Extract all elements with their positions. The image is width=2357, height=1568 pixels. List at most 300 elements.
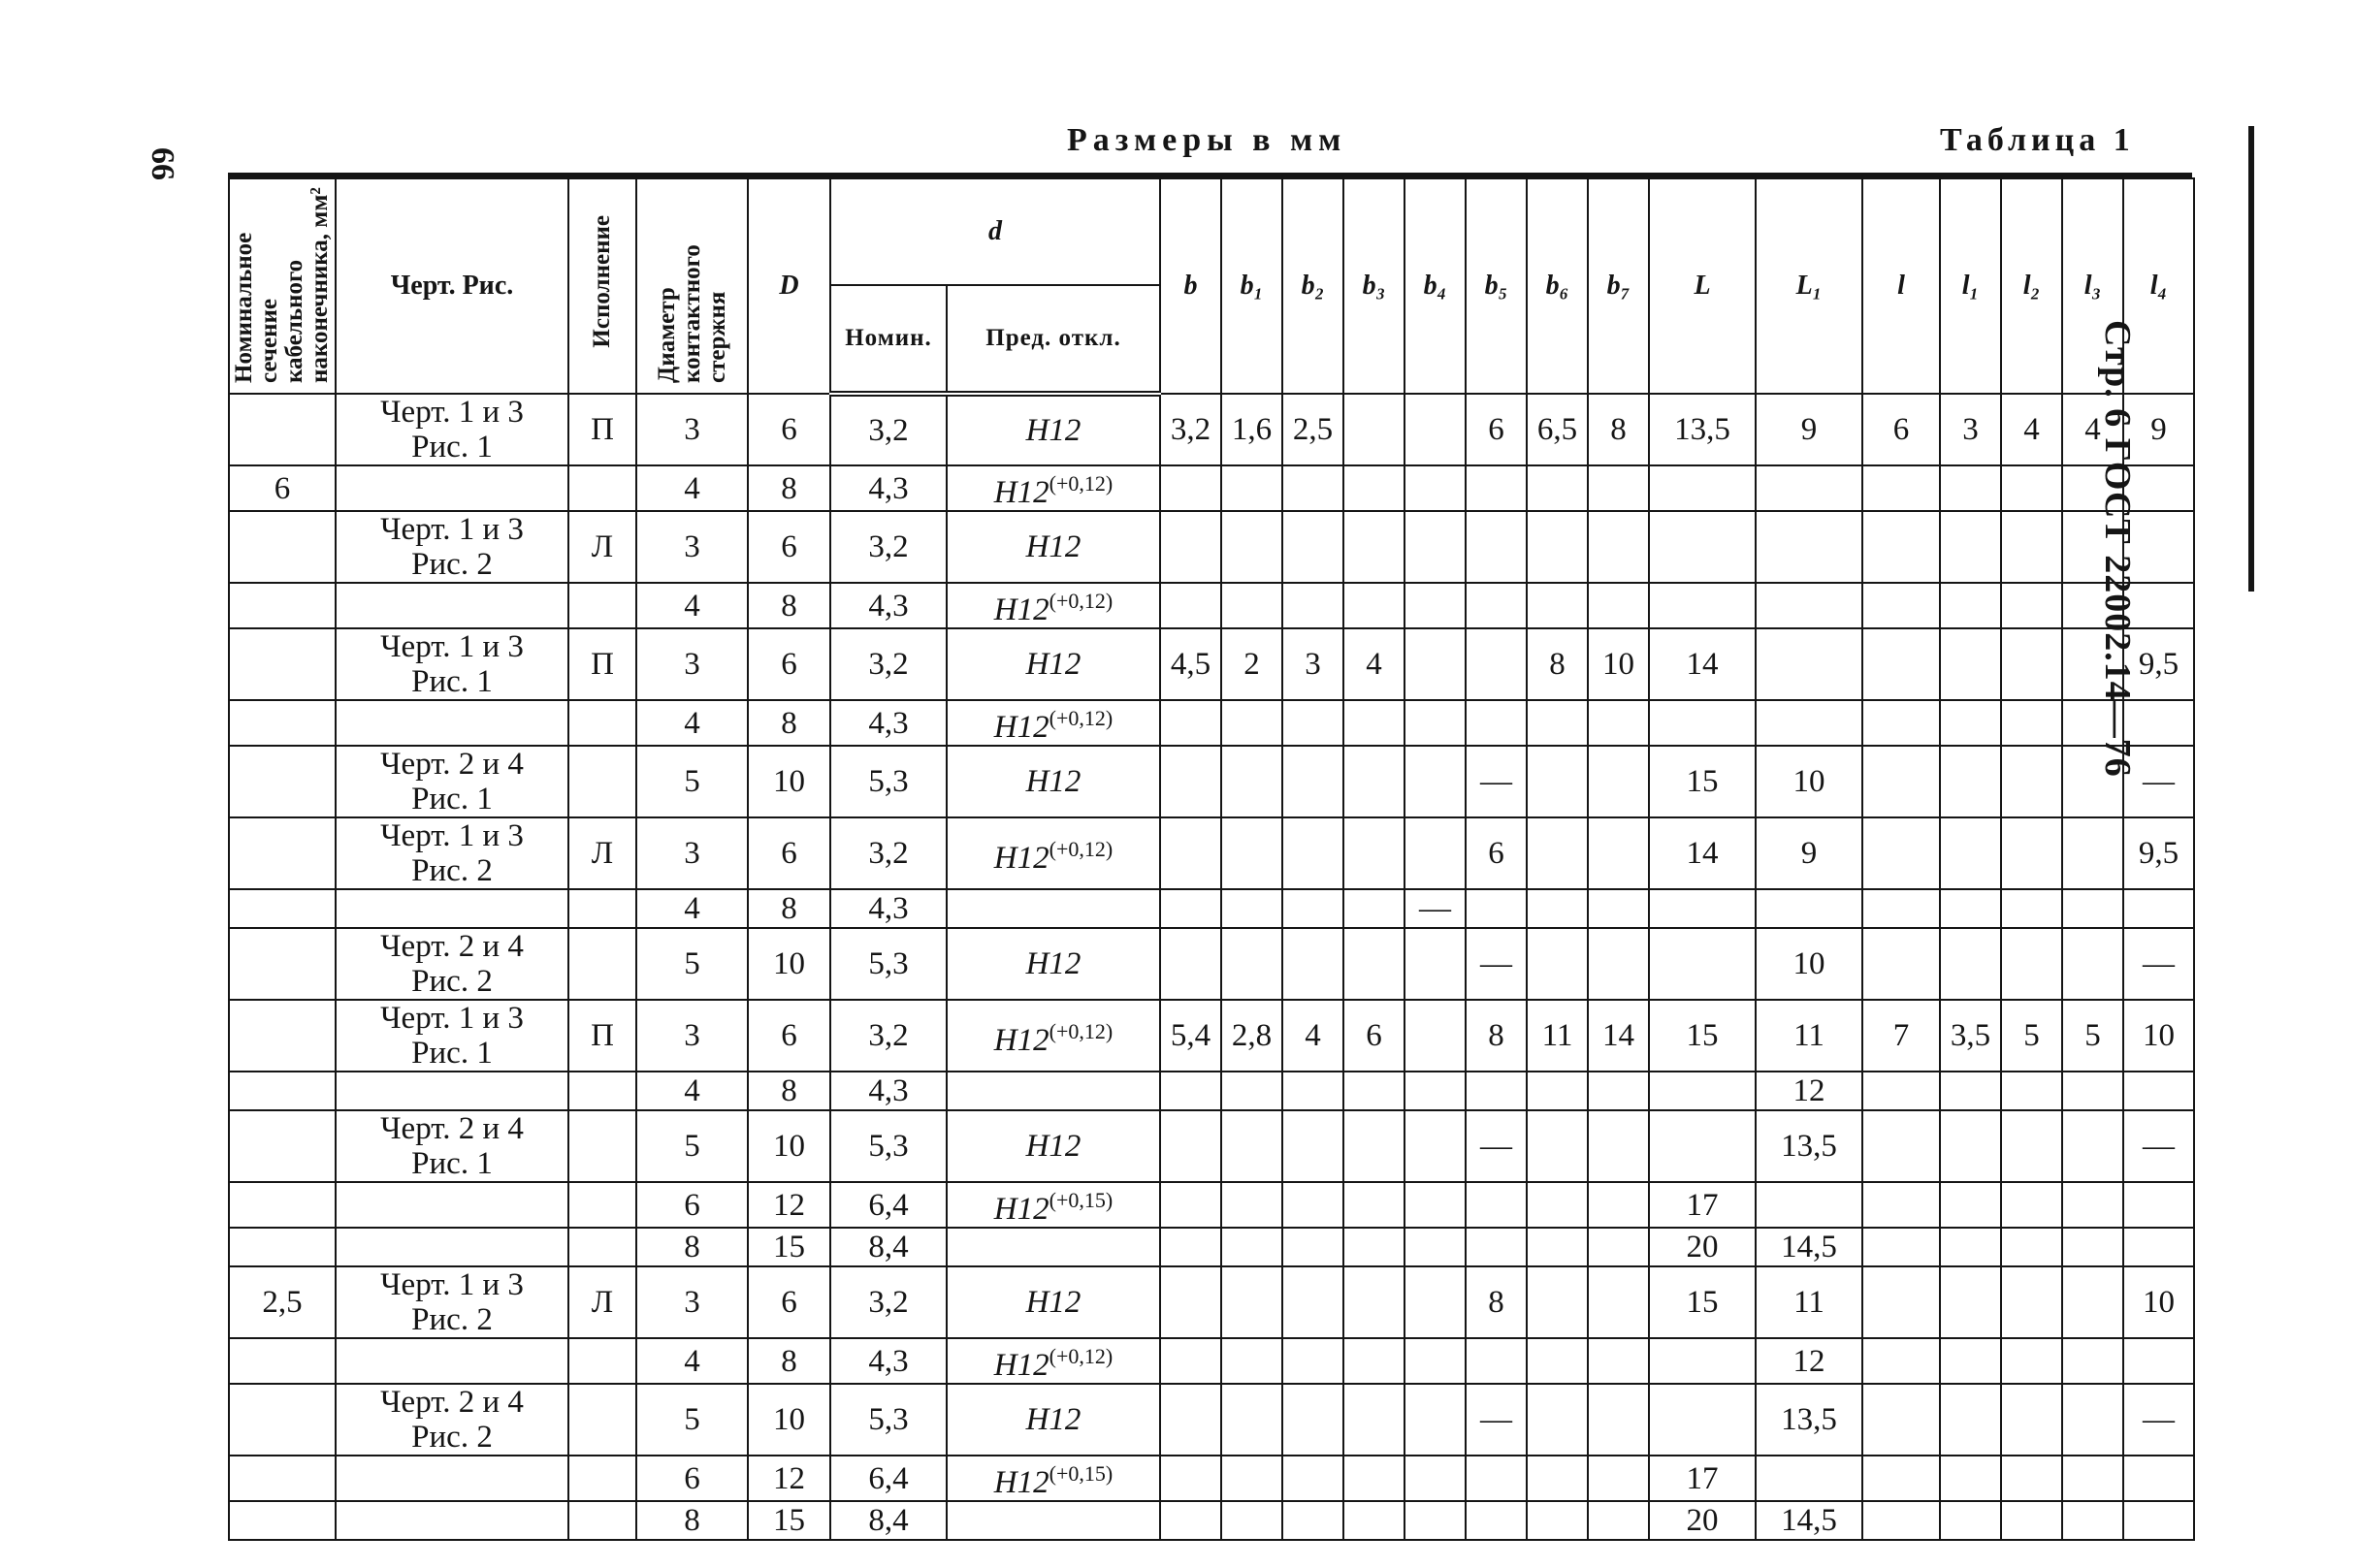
cell-d: 4,3	[830, 583, 947, 628]
cell-l4: —	[2123, 928, 2194, 1000]
cell-exec	[568, 1182, 636, 1228]
tolerance-superscript: (+0,12)	[1049, 589, 1114, 613]
cell-b7	[1588, 511, 1649, 583]
cell-D: 10	[748, 1110, 830, 1182]
cell-drawing: Черт. 2 и 4 Рис. 1	[336, 746, 568, 817]
cell-b1: 2,8	[1221, 1000, 1282, 1072]
cell-l2	[2001, 1266, 2062, 1338]
table-row	[229, 1266, 2194, 1338]
cell-b2	[1282, 1456, 1343, 1501]
cell-drawing: Черт. 1 и 3 Рис. 1	[336, 394, 568, 465]
table-row	[229, 889, 2194, 928]
cell-tol	[947, 928, 1160, 1000]
cell-D: 6	[748, 817, 830, 889]
cell-rod: 5	[636, 928, 748, 1000]
cell-section	[229, 628, 336, 700]
cell-exec	[568, 1072, 636, 1110]
cell-d: 3,2	[830, 1266, 947, 1338]
cell-L	[1649, 583, 1756, 628]
cell-b1	[1221, 1384, 1282, 1456]
cell-l2: 4	[2001, 394, 2062, 465]
cell-b3	[1343, 746, 1405, 817]
cell-b4	[1405, 1456, 1466, 1501]
cell-b	[1160, 700, 1221, 746]
cell-rod: 3	[636, 628, 748, 700]
cell-drawing: Черт. 1 и 3 Рис. 2	[336, 1266, 568, 1338]
cell-b6	[1527, 1072, 1588, 1110]
table-row	[229, 1501, 2194, 1540]
cell-b7	[1588, 1182, 1649, 1228]
cell-b7	[1588, 700, 1649, 746]
cell-L: 14	[1649, 628, 1756, 700]
tolerance-superscript: (+0,12)	[1049, 706, 1114, 730]
cell-l4	[2123, 583, 2194, 628]
cell-tol	[947, 1182, 1160, 1228]
cell-b5: 6	[1466, 394, 1527, 465]
cell-l	[1862, 1072, 1940, 1110]
cell-L	[1649, 1384, 1756, 1456]
cell-l4	[2123, 1182, 2194, 1228]
cell-D: 8	[748, 700, 830, 746]
cell-d: 5,3	[830, 1384, 947, 1456]
cell-b4	[1405, 1501, 1466, 1540]
cell-l4: —	[2123, 1384, 2194, 1456]
cell-rod: 4	[636, 700, 748, 746]
cell-l4: —	[2123, 746, 2194, 817]
cell-D: 8	[748, 583, 830, 628]
cell-l3	[2062, 583, 2123, 628]
cell-b6: 8	[1527, 628, 1588, 700]
cell-section	[229, 1501, 336, 1540]
cell-exec: П	[568, 628, 636, 700]
header-b5: b₅	[1466, 178, 1527, 394]
table-row	[229, 1182, 2194, 1228]
cell-b5: —	[1466, 1110, 1527, 1182]
cell-tol	[947, 1338, 1160, 1384]
tolerance-base: H12	[1025, 529, 1082, 564]
cell-section	[229, 1000, 336, 1072]
table-row	[229, 628, 2194, 700]
cell-b	[1160, 1110, 1221, 1182]
cell-D: 15	[748, 1501, 830, 1540]
cell-b: 3,2	[1160, 394, 1221, 465]
tolerance-superscript: (+0,12)	[1049, 1344, 1114, 1368]
cell-b3	[1343, 1384, 1405, 1456]
tolerance-base: H12	[1025, 1285, 1082, 1320]
cell-tol	[947, 394, 1160, 465]
cell-l4	[2123, 1456, 2194, 1501]
cell-b3	[1343, 583, 1405, 628]
tolerance-superscript: (+0,15)	[1049, 1461, 1114, 1486]
cell-L1: 9	[1756, 817, 1862, 889]
cell-l1	[1940, 1338, 2001, 1384]
cell-L: 17	[1649, 1182, 1756, 1228]
header-L: L	[1649, 178, 1756, 394]
cell-d: 4,3	[830, 889, 947, 928]
header-d-tolerance: Пред. откл.	[947, 285, 1160, 394]
cell-D: 6	[748, 1266, 830, 1338]
cell-D: 8	[748, 1338, 830, 1384]
cell-b3	[1343, 511, 1405, 583]
standard-side-title: Стр. 6 ГОСТ 22002.14—76	[2097, 320, 2138, 778]
cell-rod: 4	[636, 1338, 748, 1384]
cell-l	[1862, 817, 1940, 889]
header-L1: L₁	[1756, 178, 1862, 394]
cell-rod: 4	[636, 889, 748, 928]
cell-b3	[1343, 889, 1405, 928]
header-l3: l₃	[2062, 178, 2123, 394]
cell-b2	[1282, 1072, 1343, 1110]
cell-l4: 9	[2123, 394, 2194, 465]
cell-exec	[568, 583, 636, 628]
cell-tol	[947, 1384, 1160, 1456]
cell-l1: 3,5	[1940, 1000, 2001, 1072]
cell-l3	[2062, 1072, 2123, 1110]
cell-l	[1862, 1338, 1940, 1384]
cell-section: 6	[229, 465, 336, 511]
cell-b4	[1405, 1110, 1466, 1182]
cell-tol	[947, 1266, 1160, 1338]
cell-l4: 10	[2123, 1266, 2194, 1338]
header-D: D	[748, 178, 830, 394]
cell-l	[1862, 700, 1940, 746]
cell-l2	[2001, 628, 2062, 700]
cell-b6	[1527, 1501, 1588, 1540]
cell-l2	[2001, 817, 2062, 889]
cell-L: 17	[1649, 1456, 1756, 1501]
cell-b1	[1221, 700, 1282, 746]
cell-b2	[1282, 700, 1343, 746]
cell-l4	[2123, 511, 2194, 583]
cell-L1	[1756, 628, 1862, 700]
cell-l4: —	[2123, 1110, 2194, 1182]
cell-b1	[1221, 1072, 1282, 1110]
cell-d: 4,3	[830, 465, 947, 511]
cell-L1: 12	[1756, 1338, 1862, 1384]
cell-b5	[1466, 1072, 1527, 1110]
cell-d: 5,3	[830, 746, 947, 817]
cell-section	[229, 1456, 336, 1501]
tolerance-base: H12	[1025, 413, 1082, 448]
cell-drawing	[336, 465, 568, 511]
cell-b1	[1221, 1266, 1282, 1338]
cell-l3	[2062, 1338, 2123, 1384]
tolerance-base: H12	[993, 1022, 1049, 1058]
tolerance-base: H12	[993, 1465, 1049, 1500]
cell-b: 5,4	[1160, 1000, 1221, 1072]
table-row	[229, 1456, 2194, 1501]
cell-drawing: Черт. 1 и 3 Рис. 1	[336, 628, 568, 700]
cell-b6	[1527, 1338, 1588, 1384]
cell-b7: 8	[1588, 394, 1649, 465]
cell-b5: 8	[1466, 1266, 1527, 1338]
cell-b1	[1221, 511, 1282, 583]
cell-b3	[1343, 1072, 1405, 1110]
cell-drawing	[336, 583, 568, 628]
cell-l4	[2123, 1501, 2194, 1540]
cell-d: 5,3	[830, 1110, 947, 1182]
cell-exec	[568, 465, 636, 511]
cell-l1	[1940, 1182, 2001, 1228]
cell-L	[1649, 1110, 1756, 1182]
cell-b2	[1282, 1182, 1343, 1228]
cell-b3	[1343, 394, 1405, 465]
cell-l1	[1940, 628, 2001, 700]
cell-b3: 6	[1343, 1000, 1405, 1072]
cell-drawing	[336, 1182, 568, 1228]
tolerance-superscript: (+0,12)	[1049, 1018, 1114, 1043]
cell-l1	[1940, 1384, 2001, 1456]
cell-drawing: Черт. 1 и 3 Рис. 1	[336, 1000, 568, 1072]
cell-b4	[1405, 1000, 1466, 1072]
cell-b	[1160, 889, 1221, 928]
cell-b6	[1527, 1384, 1588, 1456]
cell-l	[1862, 746, 1940, 817]
cell-l4	[2123, 1072, 2194, 1110]
cell-b	[1160, 746, 1221, 817]
cell-tol	[947, 746, 1160, 817]
cell-b6	[1527, 928, 1588, 1000]
header-b2: b₂	[1282, 178, 1343, 394]
header-b1: b₁	[1221, 178, 1282, 394]
header-rod-diameter: Диаметр контактного стержня	[636, 178, 748, 394]
cell-b6	[1527, 583, 1588, 628]
cell-b2	[1282, 889, 1343, 928]
header-b6: b₆	[1527, 178, 1588, 394]
cell-l3	[2062, 700, 2123, 746]
cell-b5	[1466, 1182, 1527, 1228]
cell-b7	[1588, 1072, 1649, 1110]
cell-b5	[1466, 1501, 1527, 1540]
cell-l1	[1940, 1072, 2001, 1110]
cell-b2	[1282, 583, 1343, 628]
side-rule	[2248, 126, 2254, 592]
cell-b4	[1405, 1182, 1466, 1228]
cell-l: 6	[1862, 394, 1940, 465]
table-number-label: Таблица 1	[1940, 122, 2135, 158]
table-row	[229, 583, 2194, 628]
cell-b7	[1588, 746, 1649, 817]
cell-b4	[1405, 928, 1466, 1000]
cell-rod: 5	[636, 746, 748, 817]
table-row	[229, 511, 2194, 583]
cell-b6	[1527, 817, 1588, 889]
table-row	[229, 928, 2194, 1000]
cell-b1	[1221, 746, 1282, 817]
cell-b1	[1221, 928, 1282, 1000]
cell-exec: Л	[568, 511, 636, 583]
cell-b1	[1221, 889, 1282, 928]
cell-b	[1160, 1338, 1221, 1384]
cell-b2	[1282, 1110, 1343, 1182]
cell-b	[1160, 1072, 1221, 1110]
cell-b3	[1343, 1338, 1405, 1384]
cell-b1	[1221, 583, 1282, 628]
cell-l2	[2001, 1384, 2062, 1456]
cell-b4	[1405, 465, 1466, 511]
cell-L: 15	[1649, 1266, 1756, 1338]
cell-L1: 13,5	[1756, 1110, 1862, 1182]
cell-section	[229, 1384, 336, 1456]
tolerance-base: H12	[1025, 1129, 1082, 1164]
cell-l3	[2062, 1456, 2123, 1501]
cell-tol	[947, 511, 1160, 583]
cell-b2	[1282, 1266, 1343, 1338]
cell-l3	[2062, 1266, 2123, 1338]
cell-l1	[1940, 1110, 2001, 1182]
cell-exec	[568, 1456, 636, 1501]
cell-L1	[1756, 1456, 1862, 1501]
table-caption: Размеры в мм	[1067, 122, 1347, 158]
cell-l2	[2001, 746, 2062, 817]
cell-l4	[2123, 1338, 2194, 1384]
cell-L1	[1756, 465, 1862, 511]
cell-b	[1160, 1266, 1221, 1338]
cell-b	[1160, 1501, 1221, 1540]
table-row	[229, 1228, 2194, 1266]
table-row	[229, 1110, 2194, 1182]
cell-b4: —	[1405, 889, 1466, 928]
cell-b	[1160, 511, 1221, 583]
cell-b3	[1343, 1456, 1405, 1501]
cell-b5	[1466, 1228, 1527, 1266]
cell-b4	[1405, 1072, 1466, 1110]
cell-b6: 11	[1527, 1000, 1588, 1072]
tolerance-base: H12	[1025, 946, 1082, 981]
table-row	[229, 1384, 2194, 1456]
header-l1: l₁	[1940, 178, 2001, 394]
cell-D: 6	[748, 394, 830, 465]
cell-b2	[1282, 817, 1343, 889]
cell-l2	[2001, 928, 2062, 1000]
cell-l	[1862, 511, 1940, 583]
cell-exec	[568, 1110, 636, 1182]
cell-l3	[2062, 1228, 2123, 1266]
cell-b5	[1466, 465, 1527, 511]
tolerance-base: H12	[993, 592, 1049, 627]
cell-b1	[1221, 1501, 1282, 1540]
cell-b1	[1221, 1182, 1282, 1228]
cell-b6	[1527, 1456, 1588, 1501]
cell-tol	[947, 1000, 1160, 1072]
cell-b3	[1343, 1266, 1405, 1338]
cell-rod: 4	[636, 465, 748, 511]
cell-section	[229, 1228, 336, 1266]
cell-l	[1862, 583, 1940, 628]
cell-b2	[1282, 1384, 1343, 1456]
tolerance-superscript: (+0,12)	[1049, 471, 1114, 496]
cell-l3	[2062, 628, 2123, 700]
cell-D: 8	[748, 889, 830, 928]
cell-b4	[1405, 817, 1466, 889]
cell-l1	[1940, 746, 2001, 817]
cell-section	[229, 889, 336, 928]
cell-b7	[1588, 583, 1649, 628]
cell-rod: 5	[636, 1384, 748, 1456]
page-number: 66	[145, 147, 180, 180]
tolerance-base: H12	[993, 710, 1049, 745]
cell-l2	[2001, 583, 2062, 628]
cell-L	[1649, 1338, 1756, 1384]
cell-drawing	[336, 1072, 568, 1110]
cell-d: 6,4	[830, 1182, 947, 1228]
cell-L1: 13,5	[1756, 1384, 1862, 1456]
cell-tol	[947, 1110, 1160, 1182]
cell-b3	[1343, 928, 1405, 1000]
header-l: l	[1862, 178, 1940, 394]
cell-b3	[1343, 1228, 1405, 1266]
cell-b1: 1,6	[1221, 394, 1282, 465]
header-d: d	[830, 178, 1160, 285]
cell-l1: 3	[1940, 394, 2001, 465]
cell-b5	[1466, 628, 1527, 700]
cell-L1	[1756, 583, 1862, 628]
cell-b5: 8	[1466, 1000, 1527, 1072]
cell-D: 10	[748, 1384, 830, 1456]
cell-drawing: Черт. 1 и 3 Рис. 2	[336, 817, 568, 889]
cell-L1: 14,5	[1756, 1501, 1862, 1540]
cell-exec	[568, 1338, 636, 1384]
cell-b5	[1466, 511, 1527, 583]
cell-rod: 6	[636, 1182, 748, 1228]
header-l4: l₄	[2123, 178, 2194, 394]
cell-d: 3,2	[830, 511, 947, 583]
cell-l3: 4	[2062, 394, 2123, 465]
cell-l3	[2062, 746, 2123, 817]
tolerance-base: H12	[1025, 1402, 1082, 1437]
cell-b5	[1466, 583, 1527, 628]
cell-d: 8,4	[830, 1228, 947, 1266]
cell-b7	[1588, 1501, 1649, 1540]
cell-b2	[1282, 1501, 1343, 1540]
cell-section	[229, 817, 336, 889]
cell-b2	[1282, 1228, 1343, 1266]
cell-L1: 11	[1756, 1000, 1862, 1072]
cell-b5	[1466, 1456, 1527, 1501]
cell-D: 10	[748, 746, 830, 817]
cell-b7	[1588, 1110, 1649, 1182]
cell-b2	[1282, 511, 1343, 583]
cell-L1	[1756, 700, 1862, 746]
cell-b7	[1588, 928, 1649, 1000]
cell-l2	[2001, 1338, 2062, 1384]
cell-l	[1862, 628, 1940, 700]
cell-l4	[2123, 1228, 2194, 1266]
cell-b	[1160, 1228, 1221, 1266]
cell-b4	[1405, 511, 1466, 583]
cell-b6	[1527, 889, 1588, 928]
cell-b5: 6	[1466, 817, 1527, 889]
cell-b4	[1405, 1266, 1466, 1338]
cell-l4: 9,5	[2123, 817, 2194, 889]
cell-d: 3,2	[830, 628, 947, 700]
cell-D: 6	[748, 1000, 830, 1072]
cell-b5	[1466, 889, 1527, 928]
cell-exec	[568, 928, 636, 1000]
cell-section	[229, 1338, 336, 1384]
cell-l1	[1940, 817, 2001, 889]
cell-b7	[1588, 1266, 1649, 1338]
tolerance-base: H12	[1025, 764, 1082, 799]
tolerance-superscript: (+0,12)	[1049, 836, 1114, 861]
cell-exec	[568, 889, 636, 928]
cell-b2: 4	[1282, 1000, 1343, 1072]
cell-l1	[1940, 928, 2001, 1000]
cell-exec	[568, 1384, 636, 1456]
cell-drawing	[336, 1228, 568, 1266]
cell-rod: 4	[636, 1072, 748, 1110]
cell-l	[1862, 1228, 1940, 1266]
